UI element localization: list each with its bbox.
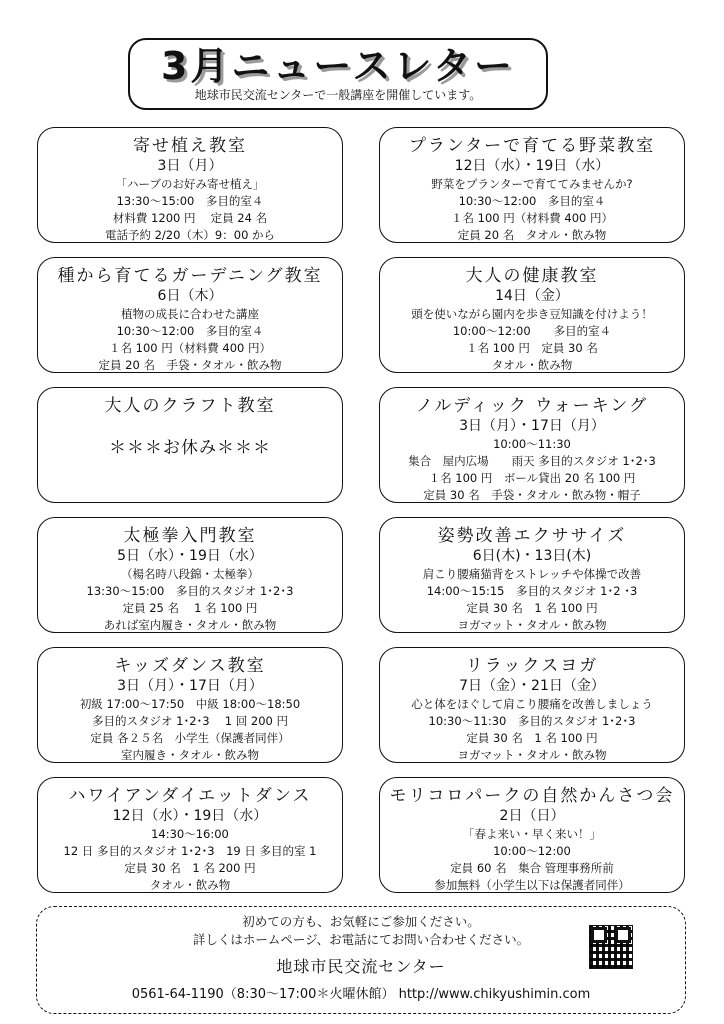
card-title: 太極拳入門教室 xyxy=(123,526,257,546)
card-line: １名 100 円 ボール貸出 20 名 100 円 xyxy=(428,471,636,485)
card-line: 多目的スタジオ 1･2･3 1 回 200 円 xyxy=(92,714,288,728)
card-title: モリコロパークの自然かんさつ会 xyxy=(389,786,675,806)
newsletter-header xyxy=(128,38,548,110)
class-card-kids-dance xyxy=(37,647,343,763)
card-date: 6日(木)・13日(木) xyxy=(472,548,592,564)
card-line: 定員 30 名 1 名 100 円 xyxy=(466,731,598,745)
footer-invite-text: 初めての方も、お気軽にご参加ください。 xyxy=(242,914,480,929)
page-subtitle: 地球市民交流センターで一般講座を開催しています。 xyxy=(194,88,482,102)
card-line: 定員 20 名 手袋・タオル・飲み物 xyxy=(98,358,282,372)
class-card-adult-health xyxy=(379,257,685,373)
class-card-relax-yoga xyxy=(379,647,685,763)
card-line: 14:30〜16:00 xyxy=(151,827,229,841)
card-title: ハワイアンダイエットダンス xyxy=(68,786,312,806)
class-card-adult-craft xyxy=(37,387,343,503)
card-line: １名 100 円 定員 30 名 xyxy=(466,341,598,355)
card-title: リラックスヨガ xyxy=(465,656,599,676)
card-date: 12日（水）・19日（水） xyxy=(112,808,268,824)
class-card-seed-gardening xyxy=(37,257,343,373)
card-line: 肩こり腰痛猫背をストレッチや体操で改善 xyxy=(422,567,642,581)
card-line: 定員 20 名 タオル・飲み物 xyxy=(457,228,607,242)
footer-inquiry-text: 詳しくはホームページ、お電話にてお問い合わせください。 xyxy=(192,932,530,947)
card-line: 野菜をプランターで育ててみませんか? xyxy=(431,177,633,191)
card-line: ヨガマット・タオル・飲み物 xyxy=(457,618,607,632)
card-line: 参加無料（小学生以下は保護者同伴） xyxy=(434,878,630,892)
card-line: 集合 屋内広場 雨天 多目的スタジオ 1･2･3 xyxy=(408,454,656,468)
card-date: 7日（金）・21日（金） xyxy=(459,678,605,694)
center-name: 地球市民交流センター xyxy=(276,957,446,976)
class-card-hawaiian-dance xyxy=(37,777,343,893)
card-title: 種から育てるガーデニング教室 xyxy=(57,266,323,286)
card-line: 10:00〜12:00 多目的室４ xyxy=(452,324,612,338)
card-title: キッズダンス教室 xyxy=(114,656,266,676)
card-line: 初級 17:00〜17:50 中級 18:00〜18:50 xyxy=(79,697,301,711)
card-line: 頭を使いながら園内を歩き豆知識を付けよう！ xyxy=(411,307,653,321)
card-title: 大人のクラフト教室 xyxy=(104,396,276,416)
card-line: あれば室内履き・タオル・飲み物 xyxy=(103,618,277,632)
contact-info: 0561-64-1190（8:30〜17:00＊火曜休館） http://www.chikyushimin.com xyxy=(131,987,591,1002)
card-line: 10:30〜12:00 多目的室４ xyxy=(116,324,264,338)
card-line: 「ハーブのお好み寄せ植え」 xyxy=(115,177,265,191)
card-date: 2日（日） xyxy=(499,808,565,824)
card-date: 3日（月） xyxy=(157,158,223,174)
card-line: 10:30〜12:00 多目的室４ xyxy=(458,194,606,208)
class-card-nature-observation xyxy=(379,777,685,893)
card-line: 12 日 多目的スタジオ 1･2･3 19 日 多目的室 1 xyxy=(63,844,317,858)
card-title: 寄せ植え教室 xyxy=(133,136,247,156)
card-line: 定員 60 名 集合 管理事務所前 xyxy=(450,861,614,875)
card-line: １名 100 円（材料費 400 円） xyxy=(108,341,272,355)
card-line: 10:00〜12:00 xyxy=(493,844,571,858)
card-date: 6日（木） xyxy=(157,288,223,304)
card-line: 定員 各２５名 小学生（保護者同伴） xyxy=(90,731,290,745)
card-line: 13:30〜15:00 多目的室４ xyxy=(116,194,264,208)
card-line: 14:00〜15:15 多目的スタジオ 1･2 ･3 xyxy=(426,584,638,598)
card-line: （楊名時八段錦・太極拳） xyxy=(121,567,259,581)
closed-notice: ＊＊＊お休み＊＊＊ xyxy=(109,438,271,458)
class-card-posture-exercise xyxy=(379,517,685,633)
card-title: ノルディック ウォーキング xyxy=(415,396,649,416)
card-line: 定員 30 名 1 名 100 円 xyxy=(466,601,598,615)
class-card-yoseue xyxy=(37,127,343,243)
card-line: タオル・飲み物 xyxy=(149,878,231,892)
card-date: 3日（月）・17日（月） xyxy=(117,678,263,694)
card-title: プランターで育てる野菜教室 xyxy=(408,136,656,156)
class-card-nordic-walking xyxy=(379,387,685,503)
card-line: 10:30〜11:30 多目的スタジオ 1･2･3 xyxy=(428,714,636,728)
card-line: 10:00〜11:30 xyxy=(493,437,571,451)
card-date: 5日（水）・19日（水） xyxy=(117,548,263,564)
page-title: 3月ニュースレター xyxy=(160,44,516,88)
card-line: タオル・飲み物 xyxy=(491,358,573,372)
class-card-taichi xyxy=(37,517,343,633)
card-line: 「春よ来い・早く来い！」 xyxy=(463,827,601,841)
card-date: 12日（水）・19日（水） xyxy=(454,158,610,174)
contact-footer xyxy=(36,906,686,1014)
card-date: 3日（月）・17日（月） xyxy=(459,418,605,434)
qr-code-icon[interactable] xyxy=(589,925,633,969)
card-date: 14日（金） xyxy=(495,288,569,304)
card-line: 室内履き・タオル・飲み物 xyxy=(121,748,259,762)
class-card-planter-vegetables xyxy=(379,127,685,243)
card-title: 大人の健康教室 xyxy=(465,266,599,286)
card-line: 材料費 1200 円 定員 24 名 xyxy=(112,211,268,225)
card-line: 電話予約 2/20（木）9：00 から xyxy=(104,228,276,242)
card-line: ヨガマット・タオル・飲み物 xyxy=(457,748,607,762)
card-line: 定員 30 名 1 名 200 円 xyxy=(124,861,256,875)
card-line: １名 100 円（材料費 400 円） xyxy=(450,211,614,225)
card-line: 13:30〜15:00 多目的スタジオ 1･2･3 xyxy=(86,584,294,598)
card-line: 定員 30 名 手袋・タオル・飲み物・帽子 xyxy=(423,488,641,502)
card-title: 姿勢改善エクササイズ xyxy=(437,526,627,546)
card-line: 植物の成長に合わせた講座 xyxy=(121,307,259,321)
card-line: 心と体をほぐして肩こり腰痛を改善しましょう xyxy=(411,697,653,711)
card-line: 定員 25 名 1 名 100 円 xyxy=(122,601,258,615)
